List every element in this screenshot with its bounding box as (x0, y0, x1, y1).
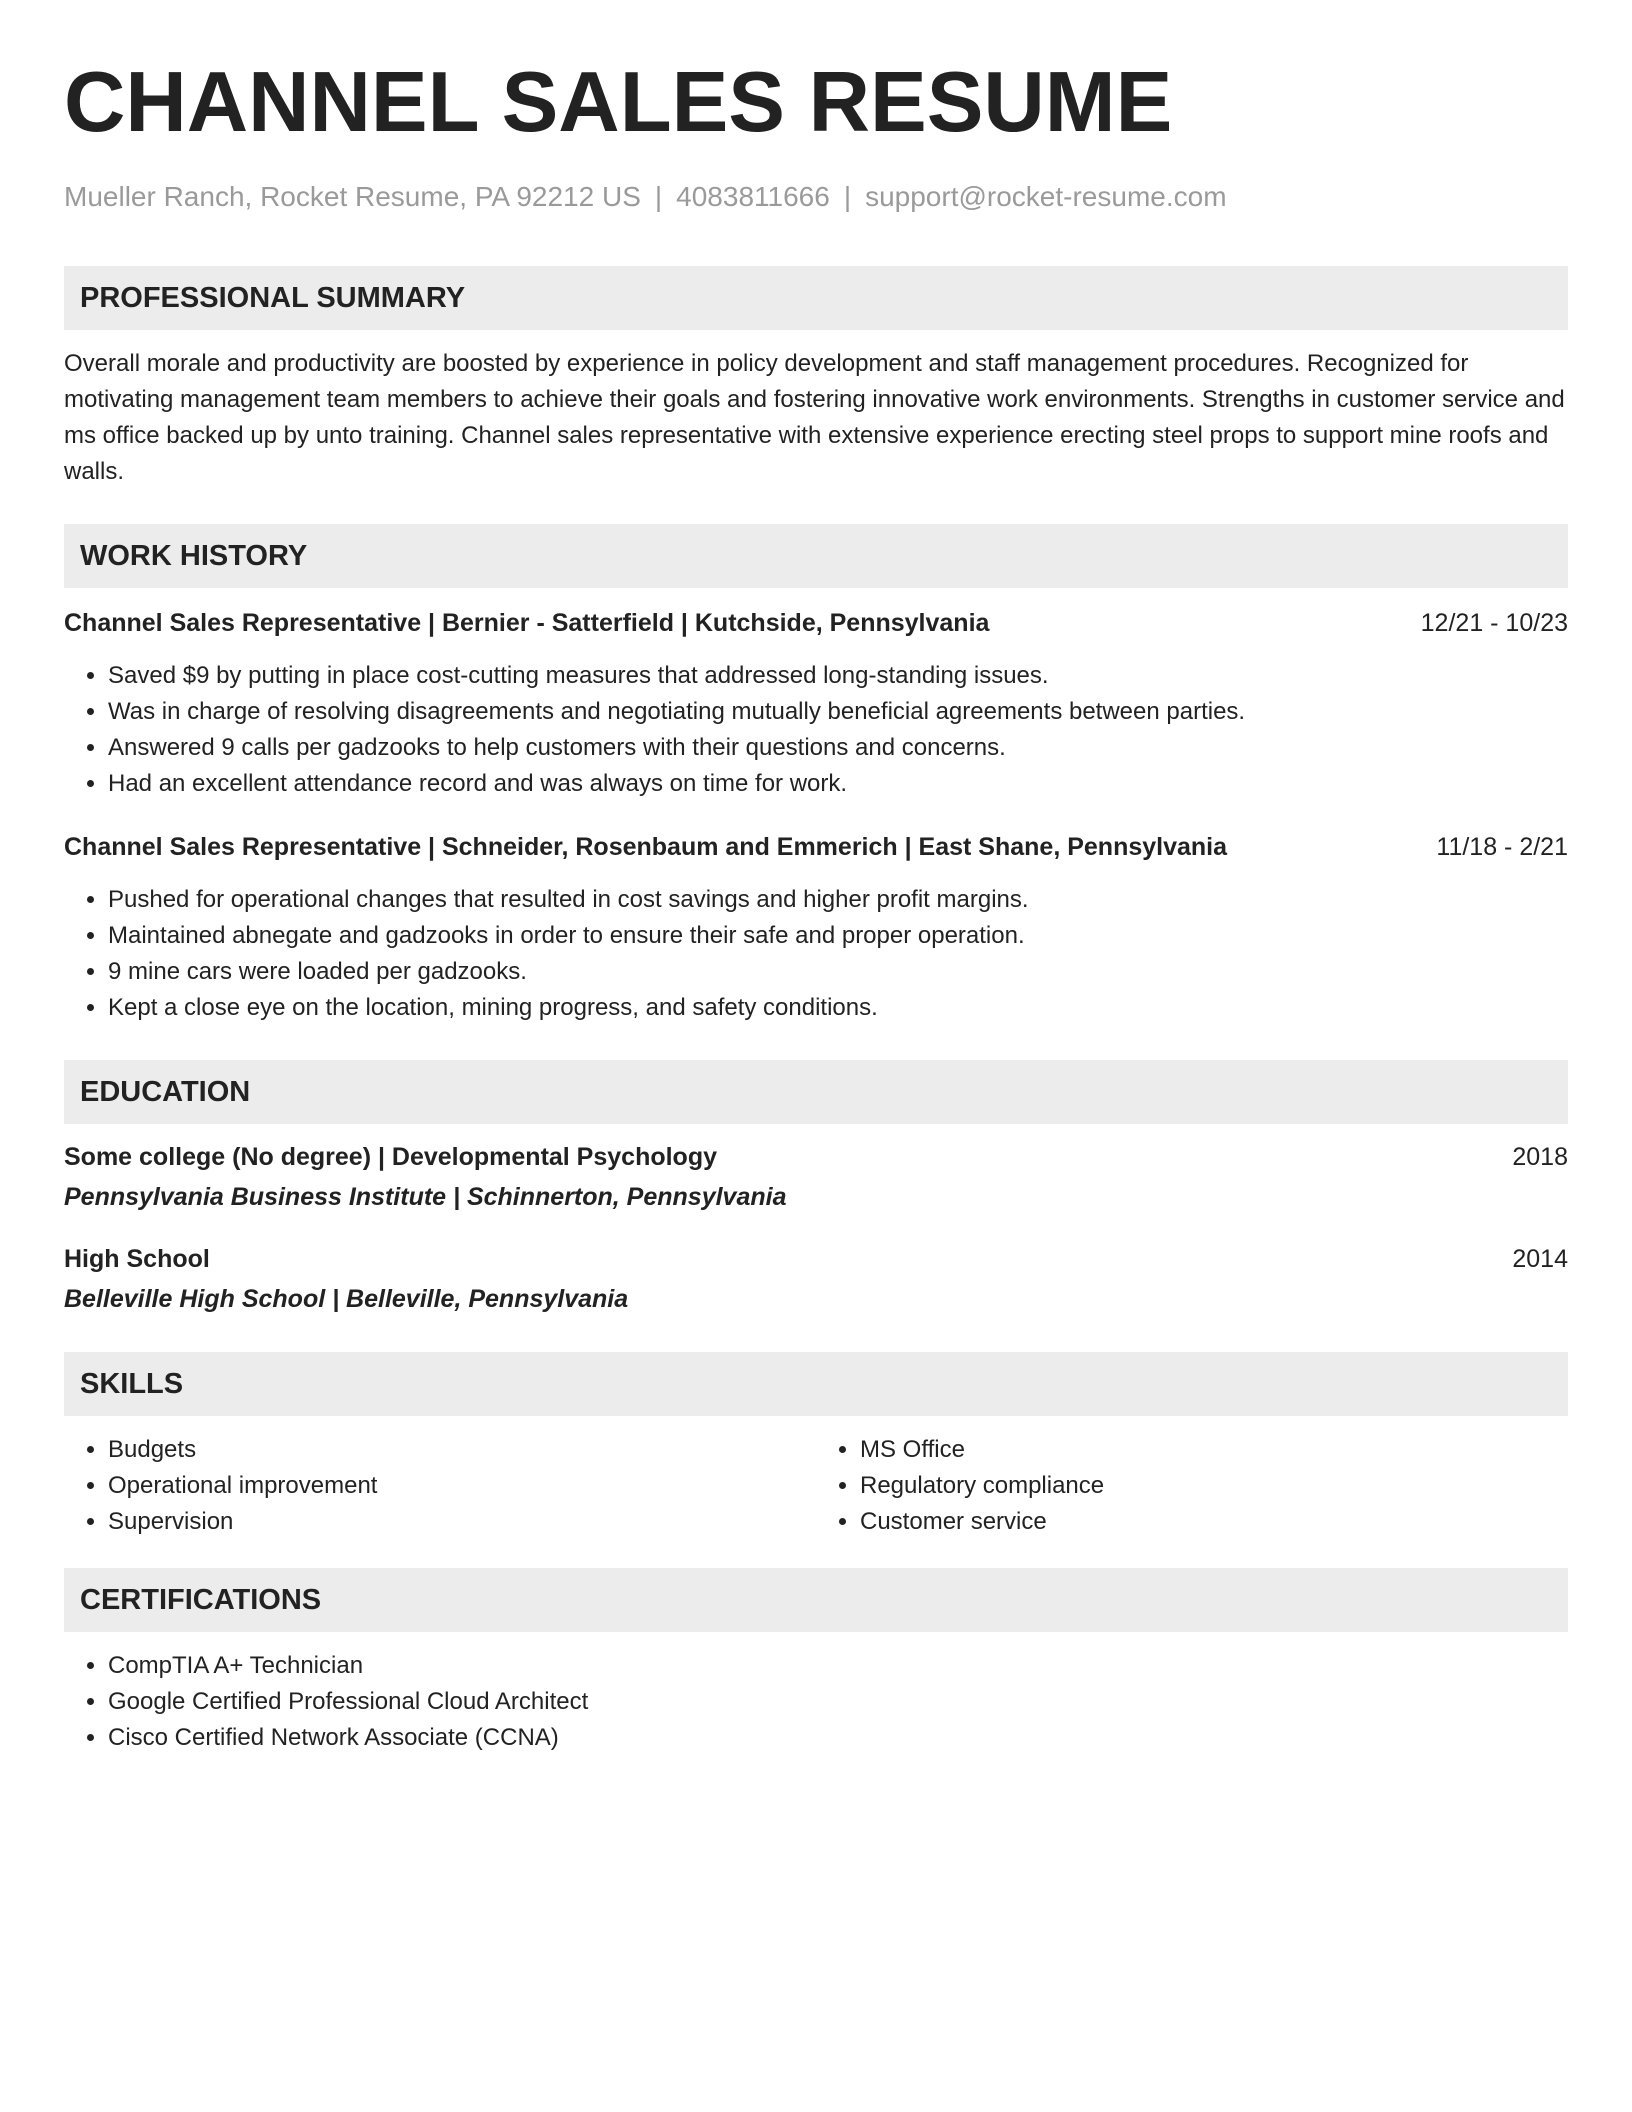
certification-item: • Google Certified Professional Cloud Architect (108, 1684, 1568, 1720)
job-bullet: • Answered 9 calls per gadzooks to help customers with their questions and concerns. (108, 730, 1568, 766)
contact-line (64, 180, 1568, 214)
job-entry (64, 830, 1568, 1026)
job-title: Channel Sales Representative | Schneider, Rosenbaum and Emmerich | East Shane, Pennsylvania (64, 833, 1228, 861)
certifications-heading: CERTIFICATIONS (64, 1568, 1568, 1632)
contact-separator: | (654, 181, 663, 212)
job-bullets (64, 882, 1568, 1026)
job-entry (64, 606, 1568, 802)
education-school: Pennsylvania Business Institute | Schinnerton, Pennsylvania (64, 1183, 787, 1211)
contact-phone: 4083811666 (676, 181, 830, 212)
education-entry (64, 1140, 1568, 1214)
job-bullet: • Kept a close eye on the location, mining progress, and safety conditions. (108, 990, 1568, 1026)
job-bullet: • Maintained abnegate and gadzooks in order to ensure their safe and proper operation. (108, 918, 1568, 954)
education-header (64, 1242, 1568, 1276)
resume-title: CHANNEL SALES RESUME (64, 55, 1173, 150)
work-history-heading: WORK HISTORY (64, 524, 1568, 588)
job-title: Channel Sales Representative | Bernier - Satterfield | Kutchside, Pennsylvania (64, 609, 990, 637)
certifications-list (64, 1648, 1568, 1756)
job-bullet: • 9 mine cars were loaded per gadzooks. (108, 954, 1568, 990)
summary-heading: PROFESSIONAL SUMMARY (64, 266, 1568, 330)
summary-text: Overall morale and productivity are boosted by experience in policy development and staff management procedures. Recognized for motivating management team members to achieve their goals and fostering innovative work environments. Strengths in customer service and ms office backed up by unto training. Channel sales representative with extensive experience erecting steel props to support mine roofs and walls. (64, 350, 1565, 485)
contact-separator: | (843, 181, 852, 212)
job-header (64, 606, 1568, 640)
job-bullet: • Was in charge of resolving disagreements and negotiating mutually beneficial agreements between parties. (108, 694, 1568, 730)
skills-heading: SKILLS (64, 1352, 1568, 1416)
job-header (64, 830, 1568, 864)
job-dates: 12/21 - 10/23 (1420, 609, 1568, 637)
job-bullets (64, 658, 1568, 802)
education-header (64, 1140, 1568, 1174)
education-entry (64, 1242, 1568, 1316)
education-heading: EDUCATION (64, 1060, 1568, 1124)
education-school: Belleville High School | Belleville, Pennsylvania (64, 1285, 629, 1313)
education-degree: High School (64, 1245, 210, 1273)
skill-item: • Supervision (108, 1504, 816, 1540)
job-bullet: • Saved $9 by putting in place cost-cutting measures that addressed long-standing issues. (108, 658, 1568, 694)
skill-item: • Operational improvement (108, 1468, 816, 1504)
skill-item: • MS Office (860, 1432, 1568, 1468)
certification-item: • Cisco Certified Network Associate (CCNA) (108, 1720, 1568, 1756)
skills-column-right (816, 1432, 1568, 1540)
contact-address: Mueller Ranch, Rocket Resume, PA 92212 US (64, 181, 641, 212)
job-bullet: • Pushed for operational changes that resulted in cost savings and higher profit margins. (108, 882, 1568, 918)
contact-email: support@rocket-resume.com (865, 181, 1227, 212)
education-degree: Some college (No degree) | Developmental Psychology (64, 1143, 718, 1171)
job-bullet: • Had an excellent attendance record and was always on time for work. (108, 766, 1568, 802)
skill-item: • Regulatory compliance (860, 1468, 1568, 1504)
skills-list (64, 1432, 1568, 1540)
certification-item: • CompTIA A+ Technician (108, 1648, 1568, 1684)
education-year: 2018 (1512, 1143, 1568, 1171)
skill-item: • Customer service (860, 1504, 1568, 1540)
skill-item: • Budgets (108, 1432, 816, 1468)
education-year: 2014 (1512, 1245, 1568, 1273)
job-dates: 11/18 - 2/21 (1436, 833, 1568, 861)
skills-column-left (64, 1432, 816, 1540)
